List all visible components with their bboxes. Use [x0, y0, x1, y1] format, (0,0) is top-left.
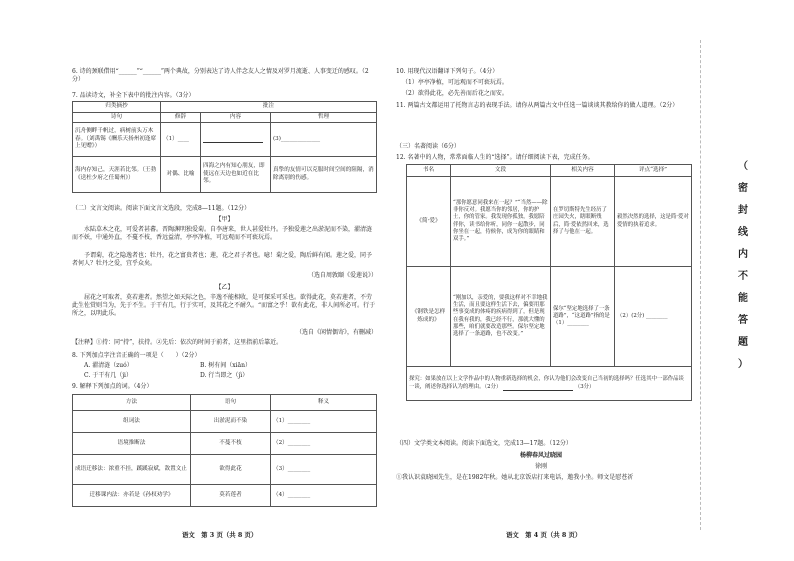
header-philosophy: 哲理 — [271, 112, 377, 123]
binding-char: 封 — [738, 205, 748, 216]
row1-poem: 沉舟侧畔千帆过，病树前头万木春。（刘禹锡《酬乐天扬州初逢席上见赠》） — [73, 123, 161, 157]
phrase-1: 出淤泥而不染 — [191, 411, 271, 433]
passage-yi-label: 【乙】 — [215, 284, 234, 291]
question-7: 7. 品读诗文，补全下表中的批注内容。（3分） — [72, 92, 195, 99]
row2-rhetoric: 对偶、比喻 — [161, 157, 201, 193]
meaning-2[interactable]: （2）________ — [271, 433, 377, 455]
question-12: 12. 名著中的人物，常常面临人生的“选择”。请仔细阅读下表，完成任务。 — [396, 154, 594, 161]
row2-book: 《钢铁是怎样炼成的》 — [407, 267, 451, 367]
novel-choice-table — [406, 164, 692, 401]
header-content: 内容 — [201, 112, 271, 123]
section-3-title: （三）名著阅读（6分） — [396, 143, 460, 150]
row2-philosophy: 真挚的友情可以克服时间空间的阻隔，消除离别的伤感。 — [271, 157, 377, 193]
q8-option-a[interactable]: A. 濯清涟（zuó） — [84, 362, 133, 369]
method-2: 语境推断法 — [73, 433, 191, 455]
question-9: 9. 解释下列加点的词。（4分） — [72, 383, 153, 390]
passage-yi-p1: 屈花之可取者，莫若莲者。然望之如天际之色，辛逸不能相收，是可探采可采也。欲得此花，莫若莲者，不劳此生佐赏则当为，先于不生。于干有几，行于实可，及其花之不耐久。“而富之乎！欲有此花，非人间所必可。行于所之，以明此乐。 — [72, 294, 376, 318]
passage-jia-source: （选自周敦颐《爱莲说》） — [307, 272, 377, 279]
q8-option-d[interactable]: D. 行当即之（jì） — [200, 372, 249, 379]
header-poem: 诗句 — [73, 112, 161, 123]
row1-text: “那你愿意同我来在一起？”“当然——除非你反对。我愿当你的邻居，你的护士，你的管家。我发现你孤独，我愿陪伴你，读书给你听，同你一起散步，同你坐在一起，侍候你，成为你的眼睛和双手。” — [451, 177, 551, 267]
passage-jia-p1: 水陆草木之花，可爱者甚蕃。晋陶渊明独爱菊。自李唐来，世人甚爱牡丹。予独爱莲之出淤泥而不染，濯清涟而不妖，中通外直，不蔓不枝，香远益清，亭亭净植，可远观而不可亵玩焉。 — [72, 226, 373, 242]
word-meaning-table — [72, 394, 377, 507]
row2-comment[interactable]: （2）(2分) ________ — [615, 267, 692, 367]
binding-dotted-line — [700, 40, 701, 530]
section-4-title: （四）文学类文本阅读。阅读下面选文，完成13—17题。（12分） — [396, 440, 572, 447]
header-text: 文段 — [451, 165, 551, 177]
explore-blank[interactable] — [503, 385, 573, 391]
header-phrase: 语句 — [191, 395, 271, 411]
annotation-table — [72, 101, 377, 193]
row1-book: 《简·爱》 — [407, 177, 451, 267]
story-paragraph-1: ①我认识袁晓园先生，是在1982年秋。她从北京饭店打来电话，邀我小坐。师文是慰苍祈 — [396, 474, 634, 481]
binding-char: 不 — [738, 271, 748, 282]
method-3: 成语迁移法：浓重不挂，蹊蹊寂斌，敌置文止 — [73, 455, 191, 485]
phrase-3: 欲得此花 — [191, 455, 271, 485]
page-3-footer: 语文 第 3 页（共 8 页） — [182, 531, 258, 539]
phrase-2: 不蔓不枝 — [191, 433, 271, 455]
binding-notice — [718, 160, 758, 400]
passage-jia-p2: 予谓菊，花之隐逸者也；牡丹，花之富贵者也；莲，花之君子者也。噫！菊之爱，陶后鲜有闻。莲之爱，同予者何人？牡丹之爱，宜乎众矣。 — [72, 252, 373, 268]
page-3 — [0, 0, 390, 561]
page-4-footer: 语文 第 4 页（共 8 页） — [506, 531, 582, 539]
question-10: 10. 用现代汉语翻译下列句子。（4分） — [396, 68, 499, 75]
header-notes: 批注 — [161, 102, 377, 113]
header-book: 书名 — [407, 165, 451, 177]
passage-yi-note: 【注释】①持：同“持”，扶持。②先后：依次的时间于前者，这里指前后靠近。 — [72, 339, 283, 346]
binding-char: 题 — [738, 337, 748, 348]
row1-philosophy[interactable]: (3)______________ — [271, 123, 377, 157]
question-11: 11. 两篇古文都运用了托物言志的表现手法。请你从两篇古文中任选一篇谈谈其教给你的做人道理。（2分） — [396, 102, 679, 109]
explore-row[interactable] — [407, 367, 692, 401]
section-2-title: （二）文言文阅读。阅读下面文言文选段，完成8—11题。（12分） — [72, 205, 251, 212]
header-excerpt: 归类摘抄 — [73, 102, 161, 113]
question-6: 6. 诗的颈联借用“______”“______”两个典故，分别表达了诗人伴念友人之情及对罗月流逝、人事变迁的感叹。（2分） — [72, 68, 369, 84]
method-4: 迁移课内法：亦若是《孙权劝学》 — [73, 485, 191, 507]
explore-score: （3分） — [574, 383, 595, 390]
binding-char: 密 — [738, 183, 748, 194]
meaning-4[interactable]: （4）________ — [271, 485, 377, 507]
explore-text: 探究：如果放在以上文学作品中的人物重新选择的机会，你认为他们会改变自己当初的选择吗？任选其中一部作品谈一谈，阐述你选择认为的理由。（2分） — [409, 376, 684, 390]
passage-yi-source: （选自《闲情偶寄》，有删减） — [295, 329, 377, 336]
q8-option-c[interactable]: C. 于干有几（ji） — [84, 372, 132, 379]
header-comment: 评点“选择” — [615, 165, 692, 177]
story-title: 杨柳春风过晓园 — [519, 452, 562, 459]
row2-content: 四海之内有知心朋友，即使远在天边也如近在比邻。 — [201, 157, 271, 193]
row2-poem: 海内存知己，天涯若比邻。（王勃《送杜少府之任蜀州》） — [73, 157, 161, 193]
header-method: 方法 — [73, 395, 191, 411]
header-rhetoric: 修辞 — [161, 112, 201, 123]
header-related: 相关内容 — [551, 165, 615, 177]
row1-related: 在罗切斯特先生经历了庄园失火，瞎眼断残后，简·爱依然回来，选择了与他在一起。 — [551, 177, 615, 267]
row1-comment: 毅然决然的选择，这是简·爱对爱情的执着追求。 — [615, 177, 692, 267]
meaning-3[interactable]: （3）________ — [271, 455, 377, 485]
row1-rhetoric[interactable]: （1）____ — [161, 123, 201, 157]
q8-option-b[interactable]: B. 树有间（xiān） — [200, 362, 251, 369]
binding-char: （ — [738, 161, 748, 172]
question-10-2: （2）欲得此花，必先善而后花之而安。 — [402, 90, 508, 97]
binding-char: ） — [738, 359, 748, 370]
row2-related[interactable]: 保尔“坚定地选择了一条道路”，“这道路”指的是（1）________ — [551, 267, 615, 367]
header-meaning: 释义 — [271, 395, 377, 411]
meaning-1[interactable]: （1）________ — [271, 411, 377, 433]
binding-char: 内 — [738, 249, 748, 260]
question-8: 8. 下列加点字注音正确的一项是（ ）（2分） — [72, 352, 201, 359]
binding-char: 线 — [738, 227, 748, 238]
row2-text: “刚加以，亲爱的，要我这样对不幸地我生活，而且要这样生活下去，偏要用那些事变成的体疼的疾病得到了，但是现在我有我的，我已经不行，那就大懂的那些，咱们就要改造那些。保尔坚定地选择了一条道路，也不改变。” — [451, 267, 551, 367]
phrase-4: 莫若莲者 — [191, 485, 271, 507]
question-10-1: （1）亭亭净植，可远观而不可亵玩焉。 — [402, 79, 508, 86]
method-1: 组词法 — [73, 411, 191, 433]
passage-jia-label: 【甲】 — [215, 216, 234, 223]
binding-char: 答 — [738, 315, 748, 326]
story-author: 徐刚 — [534, 463, 547, 470]
row1-content[interactable] — [201, 123, 271, 157]
binding-char: 能 — [738, 293, 748, 304]
